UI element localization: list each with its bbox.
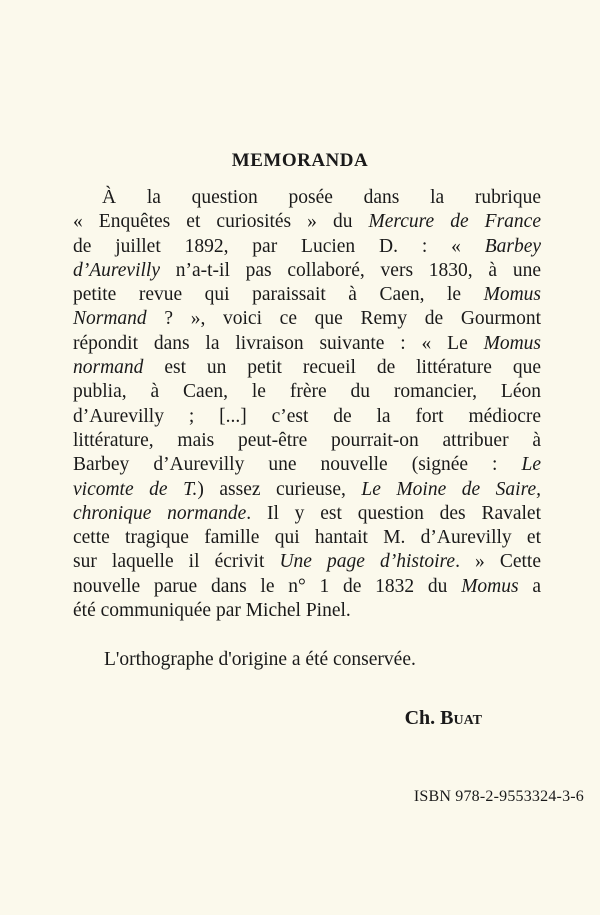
page-title: MEMORANDA [231,150,369,171]
text-line: d’Aurevilly ; [...] c’est de la fort médiocre [73,405,541,427]
text-line: À la question posée dans la rubrique [102,187,541,208]
text-line: « Enquêtes et curiosités » du Mercure de France [73,211,541,233]
text-line: nouvelle parue dans le n° 1 de 1832 du Momus a [73,575,542,597]
text-line: Normand ? », voici ce que Remy de Gourmont [73,308,541,330]
signature: Ch. Buat [404,707,482,729]
text-line: chronique normande. Il y est question des Ravalet [73,502,542,524]
text-line: de juillet 1892, par Lucien D. : « Barbey [73,235,541,257]
text-line: publia, à Caen, le frère du romancier, Léon [73,381,541,403]
text-line: répondit dans la livraison suivante : « Le Momus [73,332,541,354]
text-line: sur laquelle il écrivit Une page d’histoire. » Cette [73,551,541,573]
text-line: été communiquée par Michel Pinel. [73,600,351,622]
text-line: vicomte de T.) assez curieuse, Le Moine de Saire, [73,478,541,500]
text-line: littérature, mais peut-être pourrait-on attribuer à [73,429,541,451]
editorial-note: L'orthographe d'origine a été conservée. [104,649,416,670]
text-line: petite revue qui paraissait à Caen, le Momus [73,284,541,306]
text-line: cette tragique famille qui hantait M. d’Aurevilly et [73,527,541,549]
text-line: d’Aurevilly n’a-t-il pas collaboré, vers 1830, à une [73,259,541,281]
text-line: normand est un petit recueil de littérature que [73,357,541,379]
text-line: Barbey d’Aurevilly une nouvelle (signée : Le [73,454,541,476]
body-text [73,186,541,623]
isbn-number: ISBN 978-2-9553324-3-6 [413,788,584,805]
